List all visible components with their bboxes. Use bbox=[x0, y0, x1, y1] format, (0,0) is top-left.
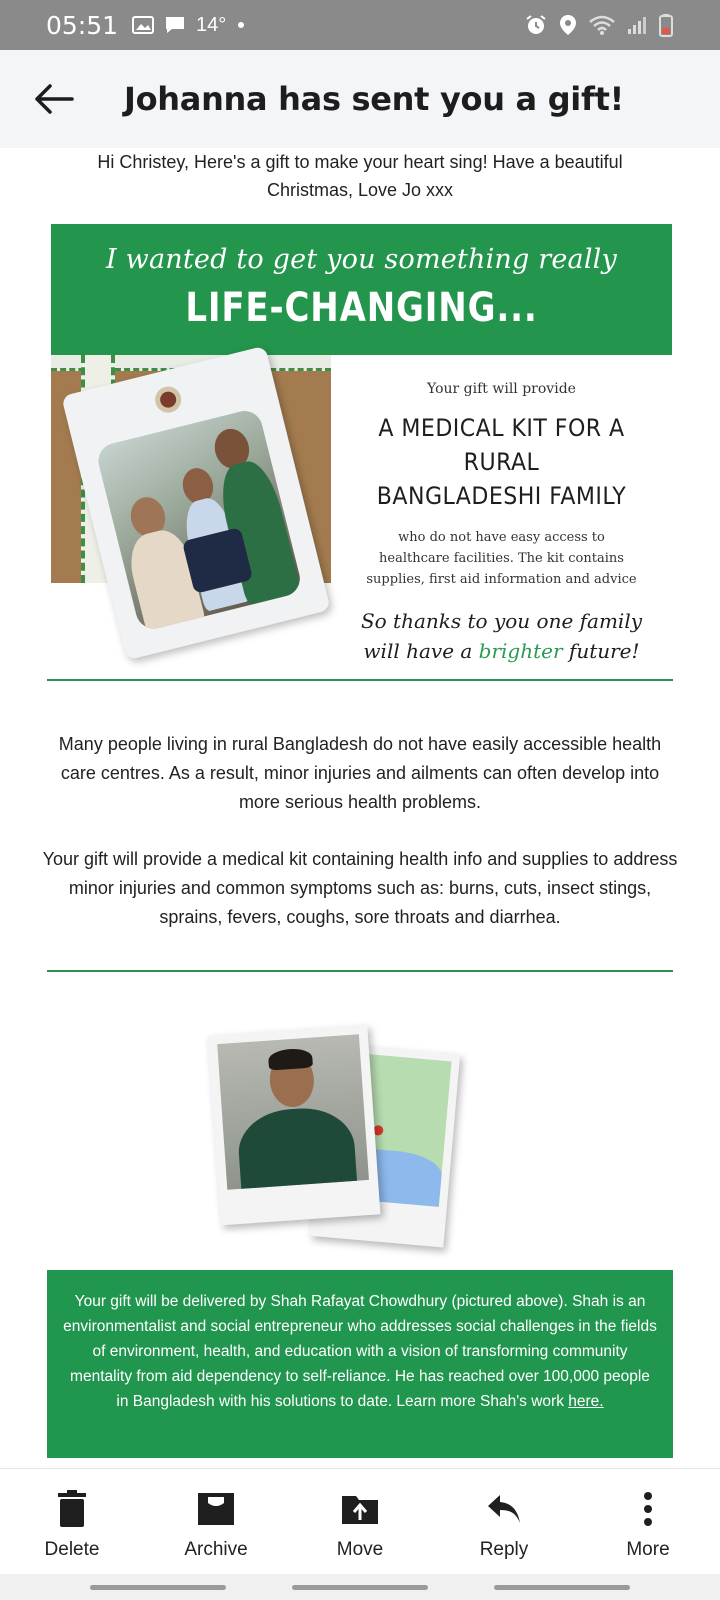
banner-line-1: I wanted to get you something really bbox=[106, 244, 617, 275]
section-divider bbox=[47, 970, 673, 972]
gesture-pill[interactable] bbox=[494, 1585, 630, 1590]
more-button[interactable] bbox=[576, 1469, 720, 1574]
battery-icon bbox=[658, 13, 674, 37]
shah-portrait-image bbox=[217, 1034, 369, 1190]
reply-button[interactable] bbox=[432, 1469, 576, 1574]
banner-line-2: LIFE-CHANGING... bbox=[185, 285, 538, 331]
reply-label: Reply bbox=[479, 1539, 529, 1560]
archive-icon bbox=[196, 1489, 236, 1529]
gift-provide-label: Your gift will provide bbox=[427, 381, 576, 397]
gift-thanks-line-2 bbox=[331, 636, 672, 666]
reply-icon bbox=[484, 1489, 524, 1529]
email-body[interactable] bbox=[0, 148, 720, 1468]
page-title: Johanna has sent you a gift! bbox=[124, 80, 624, 118]
portrait-polaroid bbox=[208, 1025, 381, 1226]
archive-button[interactable] bbox=[144, 1469, 288, 1574]
gift-details bbox=[331, 527, 672, 590]
gift-details-line-3: supplies, first aid information and advice bbox=[366, 572, 637, 587]
gesture-pill[interactable] bbox=[292, 1585, 428, 1590]
status-temperature: 14° bbox=[196, 13, 227, 36]
move-folder-icon bbox=[340, 1489, 380, 1529]
more-vertical-icon bbox=[628, 1489, 668, 1529]
signal-icon bbox=[626, 15, 648, 35]
gift-thanks bbox=[331, 606, 672, 666]
gift-thanks-part-c: future! bbox=[568, 639, 640, 663]
location-icon bbox=[558, 13, 578, 37]
delete-label: Delete bbox=[44, 1539, 100, 1560]
gift-headline-line-1: A MEDICAL KIT FOR A RURAL bbox=[378, 414, 625, 476]
gift-thanks-part-a: will have a bbox=[363, 639, 473, 663]
gallery-icon bbox=[132, 15, 154, 35]
gift-description bbox=[331, 355, 672, 663]
status-time: 05:51 bbox=[46, 10, 119, 40]
info-paragraph-2: Your gift will provide a medical kit containing health info and supplies to address minor injuries and common symptoms such as: burns, cuts, insect stings, sprains, fevers, coughs, sore throats and diarrhea. bbox=[42, 849, 678, 927]
delivery-text: Your gift will be delivered by Shah Rafayat Chowdhury (pictured above). Shah is an environmentalist and social entrepreneur who addresses social challenges in the fields of environment, health, and education with a vision of transforming community mentality from aid dependency to self-reliance. He has reached over 100,000 people in Bangladesh with his solutions to date. Learn more Shah's work bbox=[63, 1293, 657, 1410]
dot-icon bbox=[236, 20, 246, 30]
alarm-icon bbox=[524, 13, 548, 37]
info-paragraph-1: Many people living in rural Bangladesh do not have easily accessible health care centres. As a result, minor injuries and ailments can often develop into more serious health problems. bbox=[58, 734, 662, 812]
app-bar bbox=[0, 50, 720, 148]
trash-icon bbox=[52, 1489, 92, 1529]
move-button[interactable] bbox=[288, 1469, 432, 1574]
gift-details-line-1: who do not have easy access to bbox=[398, 530, 605, 545]
gesture-nav-bar bbox=[0, 1574, 720, 1600]
archive-label: Archive bbox=[184, 1539, 248, 1560]
gift-headline-line-2: BANGLADESHI FAMILY bbox=[376, 482, 627, 510]
section-divider bbox=[47, 679, 673, 681]
gift-thanks-highlight: brighter bbox=[478, 639, 563, 663]
move-label: Move bbox=[336, 1539, 384, 1560]
gift-details-line-2: healthcare facilities. The kit contains bbox=[379, 551, 624, 566]
status-bar bbox=[0, 0, 720, 50]
message-icon bbox=[164, 15, 186, 35]
back-button[interactable] bbox=[28, 73, 80, 125]
polaroid-photos bbox=[208, 1028, 498, 1258]
bottom-action-bar bbox=[0, 1468, 720, 1574]
medical-kit-photo bbox=[95, 407, 304, 632]
intro-message: Hi Christey, Here's a gift to make your heart sing! Have a beautiful Christmas, Love Jo xxx bbox=[97, 152, 623, 200]
wifi-icon bbox=[588, 14, 616, 36]
delivery-info-box bbox=[47, 1270, 673, 1458]
gift-thanks-line-1: So thanks to you one family bbox=[360, 609, 643, 633]
gift-banner bbox=[51, 224, 672, 355]
more-label: More bbox=[626, 1539, 670, 1560]
gift-headline bbox=[345, 411, 659, 513]
gift-card bbox=[51, 355, 672, 663]
arrow-left-icon bbox=[34, 83, 74, 115]
learn-more-link[interactable]: here. bbox=[568, 1393, 604, 1410]
delete-button[interactable] bbox=[0, 1469, 144, 1574]
gesture-pill[interactable] bbox=[90, 1585, 226, 1590]
